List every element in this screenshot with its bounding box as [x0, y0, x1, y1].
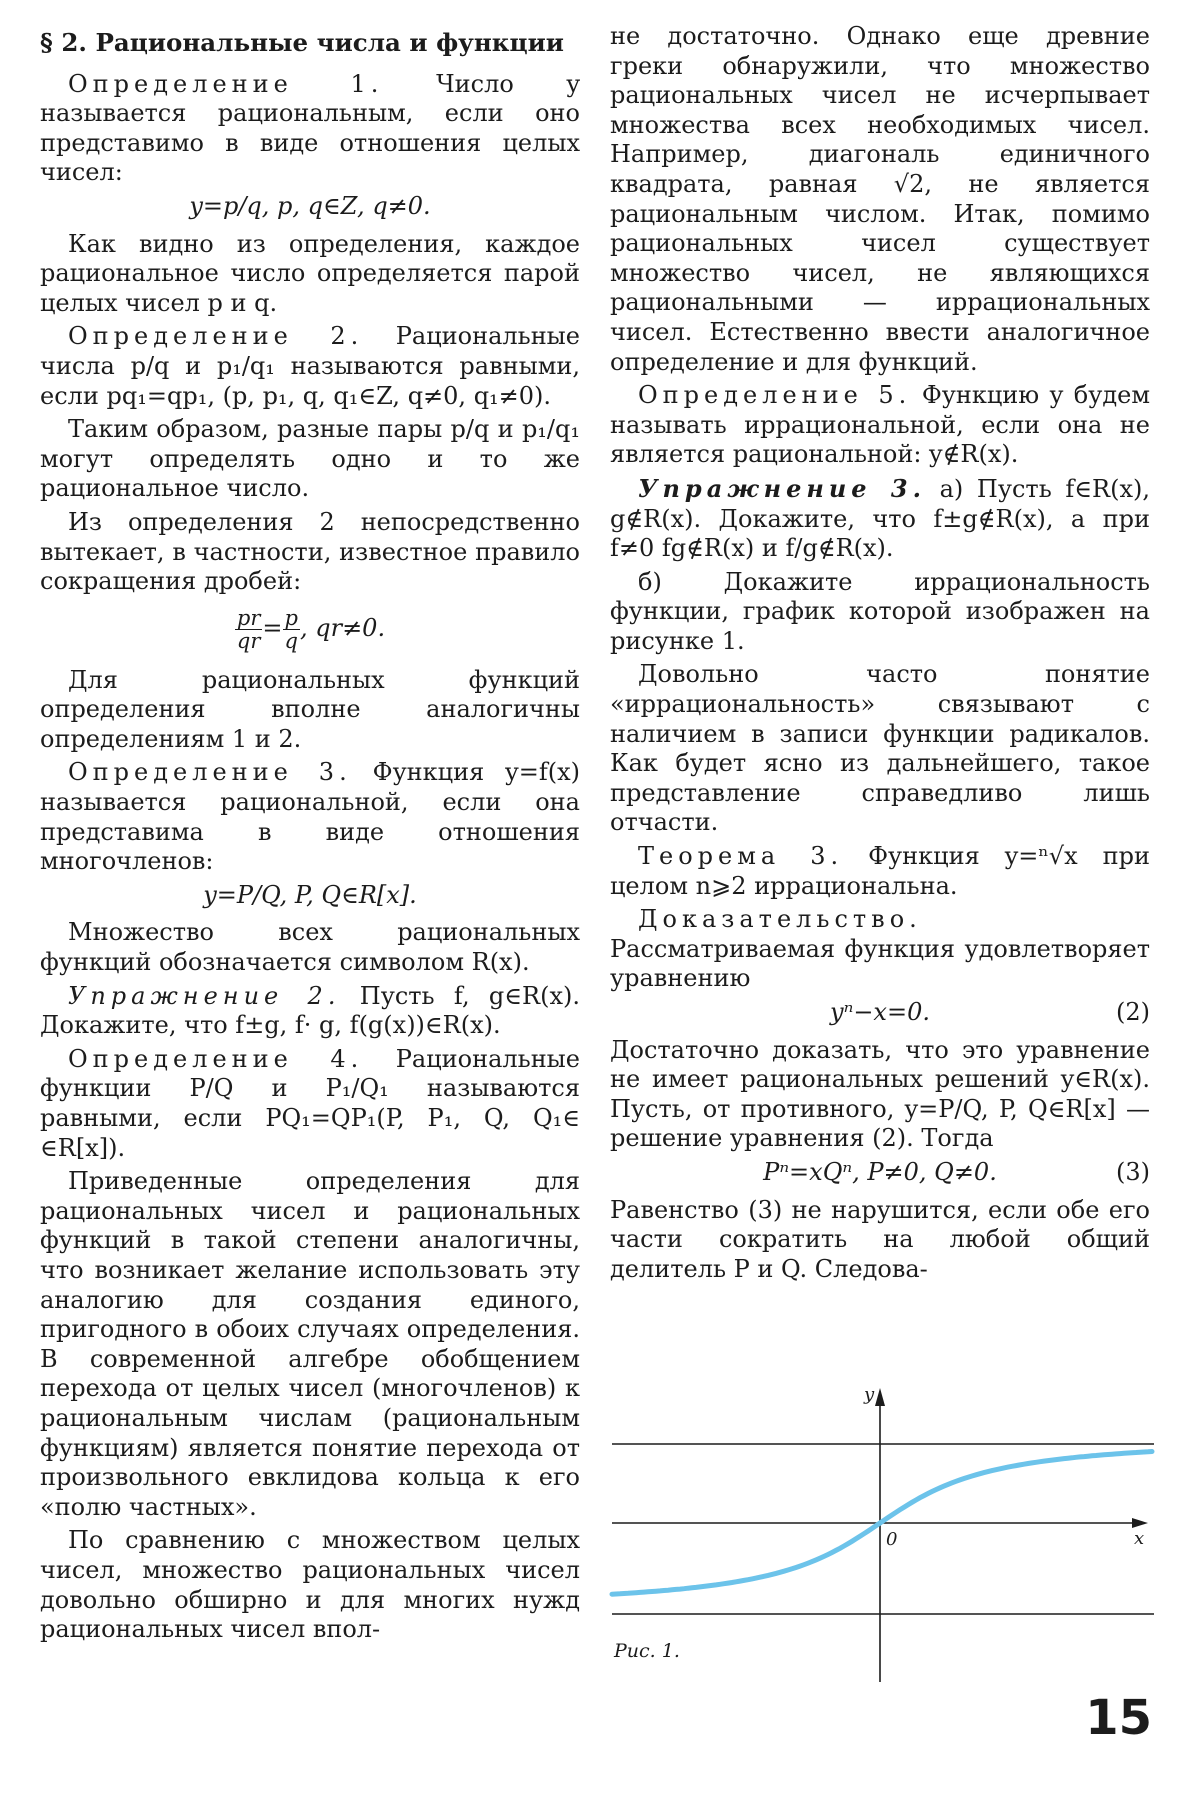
- fraction-right-numerator: p: [284, 605, 298, 630]
- equation-3: [610, 1158, 1150, 1188]
- paragraph-comparison: По сравнению с множеством целых чисел, множество рациональных чисел довольно обширно и для многих нужд рациональных чисел впол-: [40, 1526, 580, 1644]
- paragraph-irrational-numbers: не достаточно. Однако еще древние греки обнаружили, что множество рациональных чисел не исчерпывает множества всех необходимых чисел. Например, диагональ единичного квадрата, равная √2, не является рациональным числом. Итак, помимо рациональных чисел существует множество чисел, не являющихся рациональными — иррациональных чисел. Естественно ввести аналогичное определение и для функций.: [610, 22, 1150, 376]
- definition-1-formula: y=p/q, p, q∈Z, q≠0.: [189, 191, 431, 220]
- definition-2-text: Рациональные числа p/q и p₁/q₁ называются равными, если pq₁=qp₁, (p, p₁, q, q₁∈Z, q≠0, q₁≠0).: [40, 322, 580, 410]
- theorem-3-text: Функция y=ⁿ√x при целом n⩾2 иррациональна.: [610, 842, 1150, 900]
- theorem-3: [610, 842, 1150, 901]
- theorem-3-label: Теорема 3.: [638, 842, 844, 871]
- right-column: [610, 22, 1150, 1288]
- definition-4-text: Рациональные функции P/Q и P₁/Q₁ называются равными, если PQ₁=QP₁(P, P₁, Q, Q₁∈ ∈R[x]).: [40, 1044, 580, 1162]
- x-axis-label: x: [1134, 1528, 1145, 1549]
- fraction-left-denominator: qr: [236, 628, 261, 653]
- fraction-right-denominator: q: [284, 628, 298, 653]
- paragraph-radicals: Довольно часто понятие «иррациональность» связывают с наличием в записи функции радикалов. Как будет ясно из дальнейшего, такое представление справедливо лишь отчасти.: [610, 660, 1150, 837]
- definition-3-label: Определение 3.: [68, 758, 352, 787]
- definition-2: [40, 322, 580, 411]
- fraction-equals: =: [262, 613, 283, 642]
- proof-label: Доказательство.: [638, 905, 922, 934]
- exercise-2-text: Пусть f, g∈R(x). Докажите, что f±g, f· g, f(g(x))∈R(x).: [40, 981, 580, 1040]
- equation-3-number: (3): [1116, 1157, 1150, 1186]
- y-axis-label: y: [864, 1384, 875, 1405]
- page-number: 15: [1085, 1690, 1152, 1746]
- exercise-3b: б) Докажите иррациональность функции, график которой изображен на рисунке 1.: [610, 567, 1150, 655]
- proof: [610, 905, 1150, 994]
- fraction-left: [235, 607, 262, 652]
- paragraph-proof-setup: Достаточно доказать, что это уравнение не имеет рациональных решений y∈R(x). Пусть, от противного, y=P/Q, P, Q∈R[x] — решение уравнения (2). Тогда: [610, 1035, 1150, 1153]
- x-axis-arrow: [1132, 1518, 1148, 1528]
- definition-1: [40, 70, 580, 188]
- equation-2-number: (2): [1116, 998, 1150, 1026]
- y-axis-arrow: [875, 1388, 885, 1406]
- exercise-3a: [610, 474, 1150, 564]
- exercise-3-label: Упражнение 3.: [638, 473, 926, 503]
- paragraph-reduction-rule: Из определения 2 непосредственно вытекает, в частности, известное правило сокращения дробей:: [40, 507, 580, 596]
- equation-2: [610, 998, 1150, 1028]
- equation-2-body: yⁿ−x=0.: [830, 998, 930, 1026]
- left-column: [40, 22, 580, 1649]
- definition-3-formula: y=P/Q, P, Q∈R[x].: [203, 880, 417, 909]
- section-heading: § 2. Рациональные числа и функции: [40, 28, 564, 57]
- definition-3: [40, 758, 580, 876]
- definition-3-text: Функция y=f(x) называется рациональной, если она представима в виде отношения многочленов:: [40, 758, 580, 876]
- definition-4-label: Определение 4.: [68, 1044, 364, 1073]
- definition-4: [40, 1045, 580, 1163]
- fraction-right: [283, 607, 300, 652]
- paragraph-pair-of-integers: Как видно из определения, каждое рациональное число определяется парой целых чисел p и q.: [40, 229, 580, 317]
- paragraph-rational-functions: Для рациональных функций определения вполне аналогичны определениям 1 и 2.: [40, 665, 580, 753]
- definition-5: [610, 381, 1150, 470]
- definition-1-text: Число y называется рациональным, если оно представимо в виде отношения целых чисел:: [40, 69, 580, 187]
- figure-1-graph: [608, 1380, 1156, 1690]
- fraction-condition: , qr≠0.: [299, 613, 386, 642]
- origin-label: 0: [886, 1529, 898, 1550]
- fraction-reduction-formula: [40, 607, 580, 652]
- definition-1-label: Определение 1.: [68, 69, 384, 98]
- exercise-2-label: Упражнение 2.: [68, 981, 341, 1010]
- definition-5-label: Определение 5.: [638, 381, 912, 410]
- definition-5-text: Функцию y будем называть иррациональной, если она не является рациональной: y∉R(x).: [610, 381, 1150, 469]
- fraction-left-numerator: pr: [236, 605, 261, 630]
- equation-3-body: Pⁿ=xQⁿ, P≠0, Q≠0.: [763, 1157, 997, 1186]
- exercise-3a-text: а) Пусть f∈R(x), g∉R(x). Докажите, что f±g∉R(x), а при f≠0 fg∉R(x) и f/g∉R(x).: [610, 474, 1150, 563]
- definition-2-label: Определение 2.: [68, 322, 364, 351]
- paragraph-different-pairs: Таким образом, разные пары p/q и p₁/q₁ могут определять одно и то же рациональное число.: [40, 415, 580, 503]
- paragraph-set-notation: Множество всех рациональных функций обозначается символом R(x).: [40, 918, 580, 977]
- figure-caption: Рис. 1.: [614, 1640, 680, 1662]
- paragraph-analogy: Приведенные определения для рациональных чисел и рациональных функций в такой степени аналогичны, что возникает желание использовать эту аналогию для создания единого, пригодного в обоих случаях определения. В современной алгебре обобщением перехода от целых чисел (многочленов) к рациональным числам (рациональным функциям) является понятие перехода от произвольного евклидова кольца к его «полю частных».: [40, 1167, 580, 1521]
- proof-text: Рассматриваемая функция удовлетворяет уравнению: [610, 934, 1150, 993]
- paragraph-equality-reduction: Равенство (3) не нарушится, если обе его части сократить на любой общий делитель P и Q. Следова-: [610, 1195, 1150, 1283]
- exercise-2: [40, 982, 580, 1041]
